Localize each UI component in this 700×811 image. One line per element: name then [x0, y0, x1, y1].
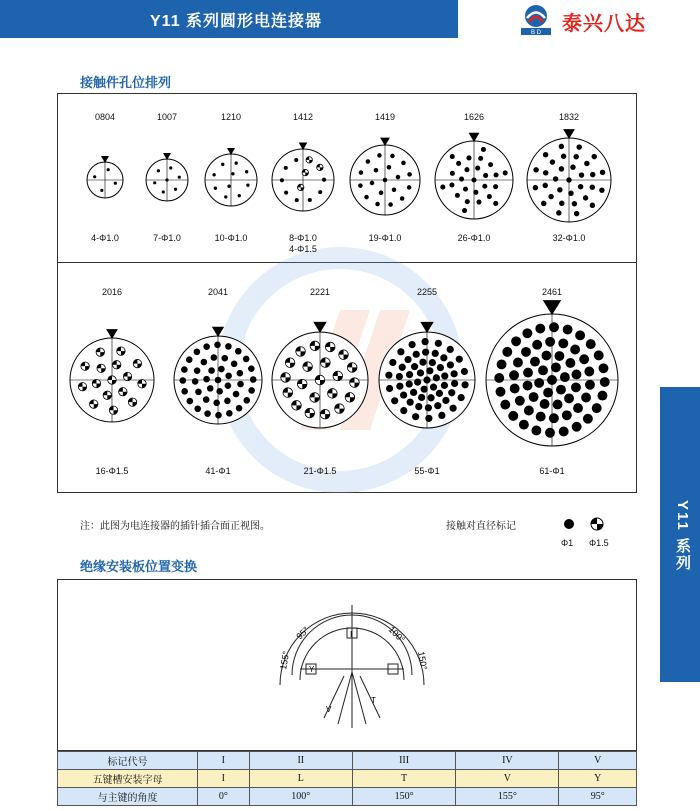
- contact-count-label: 41-Φ1: [205, 466, 231, 476]
- layout-code-label: 1210: [220, 112, 242, 122]
- layout-code-label: 2221: [309, 287, 331, 297]
- brand-name: 泰兴八达: [562, 11, 646, 35]
- key-letter-i: I: [350, 630, 353, 639]
- table-row: [58, 770, 637, 788]
- key-letter-y: Y: [309, 665, 315, 674]
- key-letter-t: T: [371, 696, 376, 705]
- table-cell: L: [249, 770, 352, 788]
- table-cell: 95°: [559, 788, 637, 806]
- layout-code-label: 2461: [541, 287, 563, 297]
- legend-phi1-label: Φ1: [561, 538, 574, 548]
- section-title-insulator-position: 绝缘安装板位置变换: [80, 559, 198, 574]
- angle-label-95: 95°: [294, 624, 312, 642]
- table-cell: V: [559, 752, 637, 770]
- legend-title: 接触对直径标记: [446, 521, 516, 532]
- layout-code-label: 1419: [374, 112, 396, 122]
- layout-code-label: 2016: [101, 287, 123, 297]
- angle-label-150: 150°: [416, 650, 430, 671]
- logo-letters: B D: [530, 30, 542, 35]
- table-cell: I: [198, 752, 250, 770]
- table-cell: V: [456, 770, 559, 788]
- table-cell: II: [249, 752, 352, 770]
- table-head-cell: 五键槽安装字母: [58, 770, 198, 788]
- table-cell: III: [352, 752, 455, 770]
- layout-code-label: 1626: [463, 112, 485, 122]
- table-cell: T: [352, 770, 455, 788]
- angle-label-100: 100°: [386, 624, 407, 645]
- table-cell: Y: [559, 770, 637, 788]
- layout-code-label: 2041: [207, 287, 229, 297]
- contact-count-label-secondary: 4-Φ1.5: [289, 244, 317, 254]
- table-cell: 0°: [198, 788, 250, 806]
- key-letter-v: V: [326, 705, 332, 714]
- note-text: 注：此图为电连接器的插针插合面正视图。: [80, 521, 270, 532]
- table-cell: I: [198, 770, 250, 788]
- layout-code-label: 1412: [292, 112, 314, 122]
- contact-count-label: 19-Φ1.0: [368, 233, 402, 243]
- contact-count-label: 26-Φ1.0: [457, 233, 491, 243]
- contact-count-label: 55-Φ1: [414, 466, 440, 476]
- contact-count-label: 8-Φ1.0: [289, 233, 317, 243]
- table-cell: IV: [456, 752, 559, 770]
- insulator-position-table: [57, 751, 637, 806]
- layout-code-label: 0804: [94, 112, 116, 122]
- table-head-cell: 标记代号: [58, 752, 198, 770]
- layout-code-label: 1007: [156, 112, 178, 122]
- table-cell: 155°: [456, 788, 559, 806]
- legend-phi15-label: Φ1.5: [589, 538, 609, 548]
- contact-count-label: 10-Φ1.0: [214, 233, 248, 243]
- contact-count-label: 7-Φ1.0: [153, 233, 181, 243]
- section-title-contact-layout: 接触件孔位排列: [80, 75, 172, 90]
- table-cell: 150°: [352, 788, 455, 806]
- contact-count-label: 16-Φ1.5: [95, 466, 129, 476]
- table-row: [58, 752, 637, 770]
- contact-count-label: 4-Φ1.0: [91, 233, 119, 243]
- series-side-tab-label: Y11 系列: [674, 500, 691, 573]
- table-head-cell: 与主键的角度: [58, 788, 198, 806]
- table-row: [58, 788, 637, 806]
- contact-count-label: 21-Φ1.5: [303, 466, 337, 476]
- contact-count-label: 61-Φ1: [539, 466, 565, 476]
- contact-count-label: 32-Φ1.0: [552, 233, 586, 243]
- layout-code-label: 2255: [416, 287, 438, 297]
- layout-code-label: 1832: [558, 112, 580, 122]
- angle-label-155: 155°: [278, 650, 292, 671]
- header-title: Y11 系列圆形电连接器: [150, 13, 323, 30]
- table-cell: 100°: [249, 788, 352, 806]
